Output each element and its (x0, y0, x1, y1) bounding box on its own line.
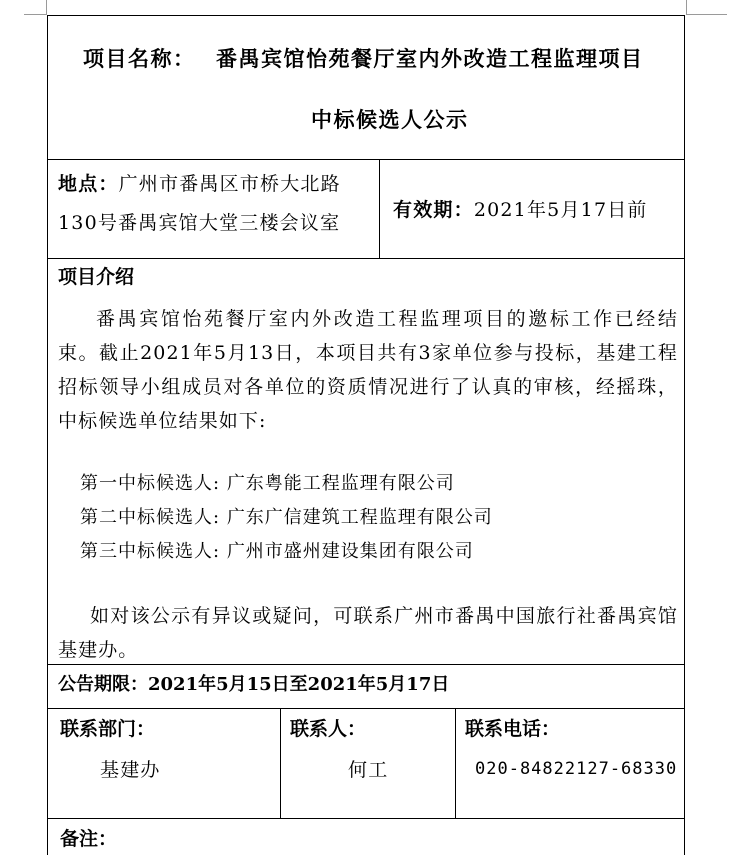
margin-mark-left (24, 0, 47, 15)
remarks-label: 备注： (60, 828, 118, 850)
candidate-2 (80, 509, 493, 527)
validity-label: 有效期： (393, 199, 474, 221)
contact-dept-value: 基建办 (100, 759, 161, 781)
validity-line (393, 201, 648, 220)
candidate-3 (80, 543, 474, 561)
candidate-3-name: 广州市盛州建设集团有限公司 (226, 541, 474, 562)
period-label: 公告期限： (58, 674, 148, 695)
candidate-2-name: 广东广信建筑工程监理有限公司 (226, 507, 493, 528)
divider-person-phone (455, 709, 456, 818)
contact-person-label: 联系人： (290, 718, 367, 740)
candidate-1-name: 广东粤能工程监理有限公司 (226, 473, 455, 494)
location-line1 (58, 175, 341, 194)
rule-after-contact (48, 818, 684, 819)
contact-phone-value: 020-84822127-68330 (475, 759, 678, 779)
project-title-line1: 番禺宾馆怡苑餐厅室内外改造工程监理项目 (216, 46, 644, 71)
divider-dept-person (280, 709, 281, 818)
candidate-1 (80, 475, 455, 493)
location-value-line1: 广州市番禺区市桥大北路 (118, 173, 341, 195)
period-value: 2021年5月15日至2021年5月17日 (148, 674, 450, 695)
candidate-1-rank: 第一中标候选人: (80, 473, 221, 494)
location-value-line2: 130号番禺宾馆大堂三楼会议室 (58, 212, 341, 234)
rule-after-location (48, 258, 684, 259)
candidate-2-rank: 第二中标候选人: (80, 507, 221, 528)
intro-paragraph: 番禺宾馆怡苑餐厅室内外改造工程监理项目的邀标工作已经结束。截止2021年5月13日，本项目共有3家单位参与投标，基建工程招标领导小组成员对各单位的资质情况进行了认真的审核，经摇珠，中标候选单位结果如下: (58, 308, 678, 432)
margin-mark-right (686, 0, 727, 15)
rule-after-period (48, 708, 684, 709)
rule-after-title (48, 159, 684, 160)
project-title-line2: 中标候选人公示 (311, 107, 469, 132)
divider-location-validity (379, 160, 380, 258)
contact-dept-label: 联系部门： (60, 718, 156, 740)
intro-heading: 项目介绍 (58, 266, 135, 288)
candidate-3-rank: 第三中标候选人: (80, 541, 221, 562)
contact-person-value: 何工 (348, 759, 389, 781)
project-name-label: 项目名称： (83, 46, 196, 71)
notice-table (47, 15, 685, 855)
contact-phone-label: 联系电话： (465, 718, 561, 740)
validity-value: 2021年5月17日前 (473, 199, 648, 221)
contact-note: 如对该公示有异议或疑问，可联系广州市番禺中国旅行社番禺宾馆基建办。 (58, 605, 678, 661)
period-line (58, 676, 449, 694)
location-label: 地点： (58, 173, 119, 195)
